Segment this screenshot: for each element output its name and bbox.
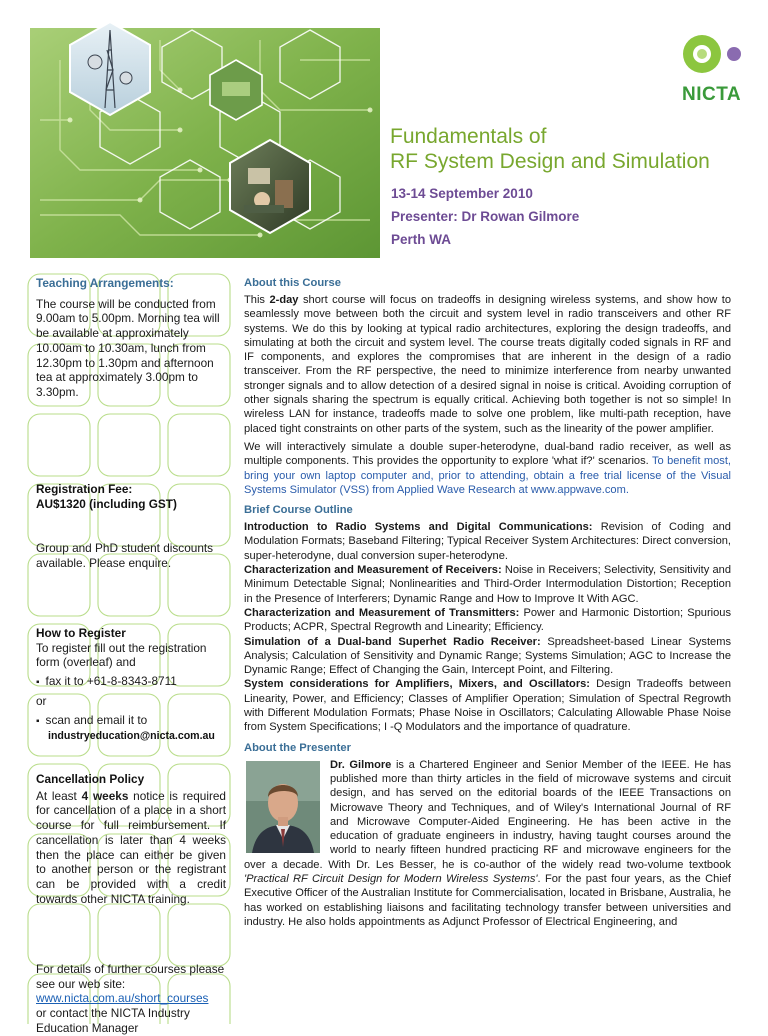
how-to-register-block bbox=[36, 626, 226, 744]
outline-item-title: Characterization and Measurement of Transmitters: bbox=[244, 606, 520, 619]
cancel-pre: At least bbox=[36, 788, 82, 803]
fee-value: AU$1320 (including GST) bbox=[36, 496, 177, 511]
register-email[interactable]: industryeducation@nicta.com.au bbox=[48, 730, 215, 743]
outline-item bbox=[244, 520, 731, 563]
outline-item-title: Characterization and Measurement of Receivers: bbox=[244, 564, 502, 577]
registration-fee-block bbox=[36, 482, 226, 511]
about-paragraph-2 bbox=[244, 440, 731, 497]
or-text: or bbox=[36, 693, 47, 708]
course-location: Perth WA bbox=[391, 232, 452, 247]
about-p1-duration: 2-day bbox=[269, 294, 299, 306]
outline-item-title: System considerations for Amplifiers, Mixers, and Oscillators: bbox=[244, 678, 590, 691]
header-graphic bbox=[0, 0, 385, 262]
outline-item bbox=[244, 563, 731, 606]
further-courses-block bbox=[36, 962, 226, 1036]
fee-heading: Registration Fee: bbox=[36, 482, 133, 496]
outline-item bbox=[244, 635, 731, 678]
outline-item-text: Revision of Coding and Modulation Formats; Baseband Filtering; Typical Receiver System Architectures: Direct conversion, super-heterodyne, dual conversion super-heterodyne. bbox=[244, 521, 731, 562]
about-p2-body: We will interactively simulate a double super-heterodyne, dual-band radio receiver, as well as multiple components. This provides the opportunity to explore 'what if?' scenarios. bbox=[244, 440, 731, 468]
cancel-post: notice is required for cancellation of a place in a short course for full reimbursement. If cancellation is later than 4 weeks then the place can either be given to another person or the registrant can be provided with a credit towards other NICTA training. bbox=[36, 788, 226, 906]
course-outline bbox=[244, 520, 731, 734]
course-date: 13-14 September 2010 bbox=[391, 186, 533, 201]
fax-instruction: ▪ fax it to +61-8-8343-8711 bbox=[36, 674, 226, 691]
logo-text: NICTA bbox=[682, 84, 742, 105]
sidebar-pattern-cell bbox=[98, 904, 160, 966]
cancel-weeks: 4 weeks bbox=[81, 788, 129, 803]
bio-book-title: 'Practical RF Circuit Design for Modern Wireless Systems' bbox=[244, 872, 538, 885]
about-p2-laptop-note: To benefit most, bring your own laptop computer and, prior to attending, obtain a free trial license of the Visual Systems Simulator (VSS) from Applied Wave Research at www.appwave.com. bbox=[244, 455, 731, 496]
about-paragraph-1 bbox=[244, 293, 731, 436]
teaching-text: The course will be conducted from 9.00am to 5.00pm. Morning tea will be available at approximately 10.00am to 10.30am, lunch from 12.30pm to 1.30pm and afternoon tea at approximately 3.00pm to 3.30pm. bbox=[36, 296, 220, 399]
bio-part-1: is a Chartered Engineer and Senior Member of the IEEE. He has published more than thirty articles in the field of microwave systems and circuit design, and has served on the editorial boards of the IEEE Transactions on Microwave Theory and Techniques, and of Wiley's International Journal of RF and Microwave Computer-Aided Engineering. He has been active in the education of graduate engineers in industry, having taught courses around the world to nearly fifteen hundred practicing RF and microwave engineers for the over a decade. With Dr. Les Besser, he is co-author of the widely read two-volume textbook bbox=[244, 758, 731, 871]
main-content bbox=[244, 276, 731, 929]
details-text: For details of further courses please see our web site: bbox=[36, 962, 225, 991]
discount-text: Group and PhD student discounts available. Please enquire. bbox=[36, 541, 214, 570]
outline-item-title: Introduction to Radio Systems and Digital Communications: bbox=[244, 521, 593, 534]
sidebar-pattern-cell bbox=[168, 904, 230, 966]
presenter-heading: About the Presenter bbox=[244, 741, 351, 754]
title-line-1: Fundamentals of bbox=[390, 125, 547, 148]
register-heading: How to Register bbox=[36, 626, 126, 640]
outline-item bbox=[244, 677, 731, 734]
sidebar-pattern-cell bbox=[168, 414, 230, 476]
teaching-heading: Teaching Arrangements: bbox=[36, 276, 174, 290]
about-p1-body: short course will focus on tradeoffs in designing wireless systems, and show how to seamlessly move between both the circuit and system level in radio transceivers and other RF systems. We do this by looking at typical radio architectures, exploring the design tradeoffs, and simulating at both the circuit and system level. The course treats digitally coded signals in RF and IF components, and explores the compromises that are inherent in the design of a radio transceiver. From the RF perspective, the need to minimize interference from nearby unwanted stronger signals and to allow detection of a desired signal in noise is critical. Avoiding corruption of other signals sharing the spectrum is equally critical. Achieving both together is not so simple! In wireless LAN for instance, tradeoffs made to solve one problem, like multi-path reception, have placed tight constraints on other parts of the system, such as the linearity of the power amplifier. bbox=[244, 294, 731, 435]
sidebar-pattern-cell bbox=[28, 414, 90, 476]
outline-item-text: Power and Harmonic Distortion; Spurious Products; ACPR, Spectral Regrowth and Linearity; Efficiency. bbox=[244, 606, 732, 634]
course-presenter: Presenter: Dr Rowan Gilmore bbox=[391, 209, 580, 224]
title-line-2: RF System Design and Simulation bbox=[390, 150, 710, 173]
register-text: To register fill out the registration form (overleaf) and bbox=[36, 640, 207, 670]
about-p1-pre: This bbox=[244, 294, 270, 306]
presenter-photo bbox=[246, 761, 320, 853]
teaching-arrangements-block bbox=[36, 276, 226, 400]
outline-item-title: Simulation of a Dual-band Superhet Radio Receiver: bbox=[244, 635, 541, 648]
outline-heading: Brief Course Outline bbox=[244, 504, 353, 517]
cancel-heading: Cancellation Policy bbox=[36, 772, 145, 786]
contact-text: or contact the NICTA Industry Education Manager bbox=[36, 1006, 190, 1035]
bio-name: Dr. Gilmore bbox=[330, 758, 392, 771]
about-course-heading: About this Course bbox=[244, 277, 341, 289]
cancel-text bbox=[36, 789, 226, 907]
course-meta bbox=[391, 182, 579, 251]
outline-item-text: Spreadsheet-based Linear Systems Analysis; Calculation of Sensitivity and Dynamic Range; Systems Simulation; AGC to Increase the Dynamic Range; Effect of Changing the Gain, Intercept Point, and Filtering. bbox=[244, 635, 731, 677]
outline-item bbox=[244, 606, 731, 635]
page-title bbox=[390, 124, 710, 174]
website-link[interactable]: www.nicta.com.au/short_courses bbox=[36, 991, 209, 1006]
presenter-bio bbox=[244, 758, 731, 930]
cancellation-block bbox=[36, 772, 226, 906]
discount-block bbox=[36, 541, 226, 570]
scan-instruction: ▪ scan and email it to bbox=[36, 713, 226, 730]
sidebar-pattern-cell bbox=[98, 414, 160, 476]
outline-item-text: Noise in Receivers; Selectivity, Sensitivity and Minimum Detectable Signal; Nonlinearities and Third-Order Intermodulation Distortion; Reception in the Presence of Interferers; Dynamic Range and How to Improve It With AGC. bbox=[244, 564, 731, 605]
bio-part-2: . For the past four years, as the Chief Executive Officer of the Australian Institute for Commercialisation, located in Brisbane, Australia, he has worked on establishing liaisons and facilitating technology transfer between universities and industry. He also holds appointments as Adjunct Professor of Electrical Engineering, and bbox=[244, 872, 731, 928]
sidebar-pattern-cell bbox=[28, 904, 90, 966]
outline-item-text: Design Tradeoffs between Linearity, Power, and Efficiency; Classes of Amplifier Operation; Simulation of Spectral Regrowth with Different Modulation Formats; Phase Noise in Oscillators; Calculating Allowable Phase Noise from System Specifications; I -Q Modulators and the importance of quadrature. bbox=[244, 678, 731, 734]
